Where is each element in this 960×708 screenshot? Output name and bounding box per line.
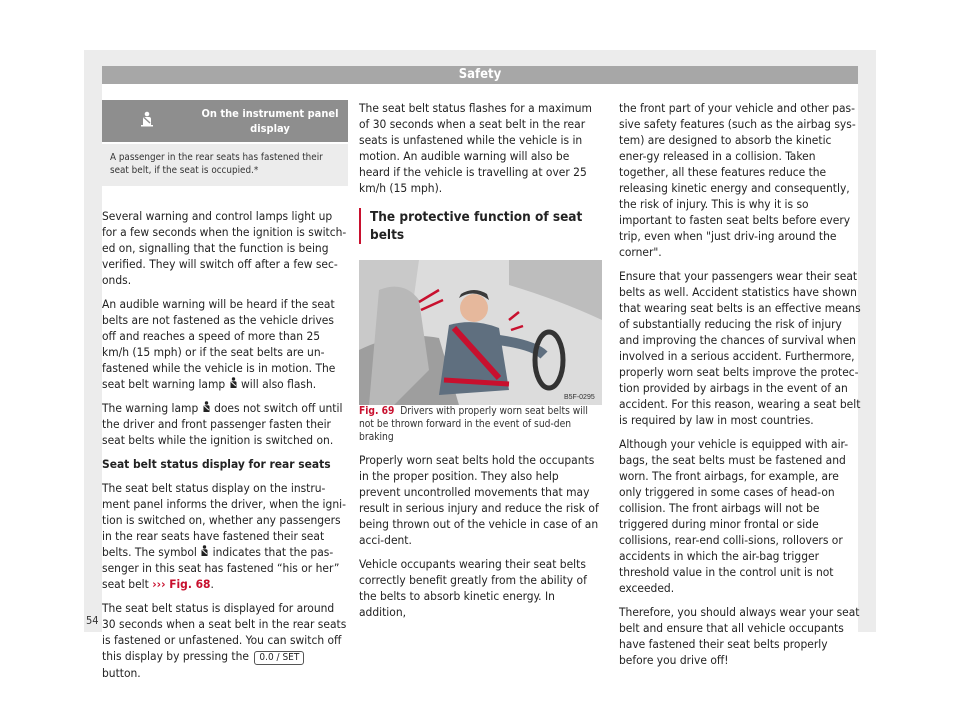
seatbelt-warning-icon [229, 377, 238, 389]
seatbelt-status-icon [200, 545, 209, 557]
subheading: Seat belt status display for rear seats [102, 457, 331, 471]
seatbelt-illustration [359, 260, 602, 405]
lamp-table [102, 100, 348, 186]
rear-seatbelt-lamp-icon [102, 100, 192, 143]
column-1-body [102, 208, 348, 681]
page-number: 54 [86, 614, 99, 627]
column-3 [619, 100, 862, 676]
paragraph: The seat belt status display on the instru-ment panel informs the driver, when the igni-tion is switched on, whether any passengers in the rear seats have fastened their seat belts. The symbol indicates that the pas-senger in this seat has fastened “his or her” seat belt ››› Fig. 68. [102, 481, 346, 591]
paragraph: Properly worn seat belts hold the occupants in the proper position. They also help prevent uncontrolled movements that may result in serious injury and reduce the risk of being thrown out of the vehicle in case of an acci-dent. [359, 453, 599, 547]
section-header: Safety [102, 66, 858, 84]
seatbelt-warning-icon [202, 401, 211, 413]
lamp-table-description: A passenger in the rear seats has fastened their seat belt, if the seat is occupied.* [102, 143, 348, 186]
column-2 [359, 100, 602, 628]
column-1 [102, 100, 348, 689]
section-title: The protective function of seat belts [359, 208, 602, 244]
paragraph: Therefore, you should always wear your seat belt and ensure that all vehicle occupants have fastened their seat belts properly before you drive off! [619, 605, 860, 667]
paragraph: Although your vehicle is equipped with air-bags, the seat belts must be fastened and worn. The front airbags, for example, are only triggered in some cases of head-on collision. The front airbags will not be triggered during minor frontal or side collisions, rear-end colli-sions, rollovers or accidents in which the air-bag trigger threshold value in the control unit is not exceeded. [619, 437, 849, 595]
lamp-table-heading: On the instrument panel display [192, 100, 348, 143]
paragraph: Vehicle occupants wearing their seat belts correctly benefit greatly from the ability of the belts to absorb kinetic energy. In addition, [359, 557, 587, 619]
paragraph: Several warning and control lamps light up for a few seconds when the ignition is switch-ed on, signalling that the function is being verified. They will switch off after a few sec-onds. [102, 209, 347, 287]
paragraph: An audible warning will be heard if the seat belts are not fastened as the vehicle drives off and reaches a speed of more than 25 km/h (15 mph) or if the seat belts are un-fastened while the vehicle is in motion. The seat belt warning lamp will also flash. [102, 297, 336, 391]
paragraph: The warning lamp does not switch off until the driver and front passenger fasten their seat belts while the ignition is switched on. [102, 401, 343, 447]
paragraph: The seat belt status is displayed for around 30 seconds when a seat belt in the rear seats is fastened or unfastened. You can switch off this display by pressing the 0.0 / SET button. [102, 601, 347, 680]
figure-caption: Fig. 69 Drivers with properly worn seat belts will not be thrown forward in the event of sud-den braking [359, 406, 588, 443]
figure-code: B5F-0295 [564, 394, 595, 401]
paragraph: The seat belt status flashes for a maximum of 30 seconds when a seat belt in the rear seats is unfastened while the vehicle is in motion. An audible warning will also be heard if the vehicle is travelling at over 25 km/h (15 mph). [359, 101, 592, 195]
paragraph: Ensure that your passengers wear their seat belts as well. Accident statistics have shown that wearing seat belts is an effective means of substantially reducing the risk of injury and improving the chances of survival when involved in a serious accident. Furthermore, properly worn seat belts improve the protec-tion provided by airbags in the event of an accident. For this reason, wearing a seat belt is required by law in most countries. [619, 269, 861, 427]
figure-link[interactable]: ››› Fig. 68 [152, 577, 211, 591]
paragraph: the front part of your vehicle and other pas-sive safety features (such as the airbag sys-tem) are designed to absorb the kinetic ener-gy released in a collision. Taken together, all these features reduce the releasing kinetic energy and consequently, the risk of injury. This is why it is so important to fasten seat belts before every trip, even when "just driv-ing around the corner". [619, 101, 856, 259]
reset-key-label: 0.0 / SET [254, 651, 304, 665]
